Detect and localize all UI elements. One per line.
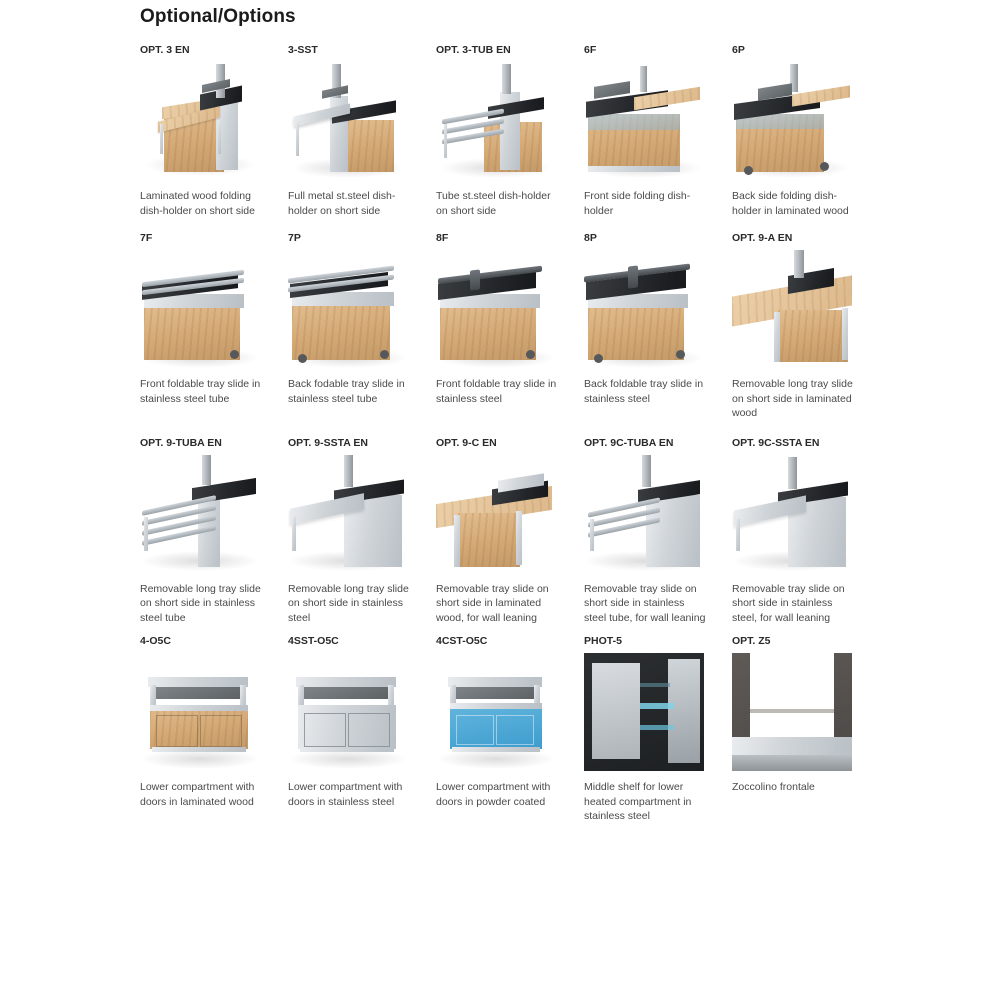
option-image-removable-tube-slide — [140, 455, 260, 573]
option-code: 3-SST — [288, 44, 318, 56]
option-image-front-tray-slide-tube — [140, 250, 260, 368]
option-image-removable-wood-slide — [732, 250, 852, 368]
option-image-removable-wood-slide-wall — [436, 455, 556, 573]
option-image-lower-compartment-wood — [140, 653, 260, 771]
option-caption: Back side folding dish-holder in laminated wood — [732, 190, 849, 217]
option-caption: Removable tray slide on short side in laminated wood, for wall leaning — [436, 582, 549, 624]
option-card-opt-3-en[interactable] — [140, 44, 288, 232]
option-caption: Back foldable tray slide in stainless steel — [584, 378, 704, 405]
option-caption: Laminated wood folding dish-holder on short side — [140, 190, 255, 217]
option-card-8p[interactable] — [584, 232, 732, 437]
option-image-plinth — [732, 653, 852, 771]
page-title: Optional/Options — [140, 6, 296, 27]
option-caption: Middle shelf for lower heated compartment in stainless steel — [584, 781, 692, 822]
option-image-removable-steel-slide — [288, 455, 408, 573]
option-code: OPT. 9-SSTA EN — [288, 436, 368, 449]
option-code: 4CST-O5C — [436, 635, 488, 647]
option-caption: Tube st.steel dish-holder on short side — [436, 190, 551, 217]
options-row — [140, 635, 880, 824]
option-card-opt-z5[interactable] — [732, 635, 880, 824]
option-caption: Front foldable tray slide in stainless steel — [436, 378, 557, 405]
option-card-7p[interactable] — [288, 232, 436, 437]
option-image-steel-folding-shelf — [288, 62, 408, 180]
option-code: OPT. 9-A EN — [732, 232, 793, 244]
option-code: 6F — [584, 44, 597, 56]
option-image-middle-shelf — [584, 653, 704, 771]
option-image-back-tray-slide-tube — [288, 250, 408, 368]
option-caption: Removable long tray slide on short side in stainless steel tube — [140, 582, 261, 624]
options-row — [140, 44, 880, 232]
option-caption: Front foldable tray slide in stainless steel tube — [140, 378, 261, 405]
option-code: OPT. 3-TUB EN — [436, 44, 511, 56]
option-card-6f[interactable] — [584, 44, 732, 232]
option-image-wood-folding-shelf — [140, 62, 260, 180]
option-code: OPT. Z5 — [732, 635, 771, 647]
option-caption: Full metal st.steel dish-holder on short side — [288, 190, 396, 217]
option-caption: Removable tray slide on short side in stainless steel tube, for wall leaning — [584, 582, 706, 624]
option-image-lower-compartment-steel — [288, 653, 408, 771]
option-card-opt-9c-tuba-en[interactable] — [584, 437, 732, 636]
option-code: 4SST-O5C — [288, 635, 339, 647]
option-card-3-sst[interactable] — [288, 44, 436, 232]
option-card-4-o5c[interactable] — [140, 635, 288, 824]
option-card-7f[interactable] — [140, 232, 288, 437]
option-card-opt-9-c-en[interactable] — [436, 437, 584, 636]
option-card-4cst-o5c[interactable] — [436, 635, 584, 824]
option-caption: Back fodable tray slide in stainless steel tube — [288, 378, 405, 405]
option-caption: Removable tray slide on short side in stainless steel, for wall leaning — [732, 582, 845, 624]
option-card-opt-9c-ssta-en[interactable] — [732, 437, 880, 636]
option-caption: Lower compartment with doors in stainless steel — [288, 781, 403, 808]
option-card-6p[interactable] — [732, 44, 880, 232]
option-image-front-folding-dish-holder — [584, 62, 704, 180]
option-card-4sst-o5c[interactable] — [288, 635, 436, 824]
option-code: 6P — [732, 44, 745, 56]
option-code: OPT. 9C-SSTA EN — [732, 436, 820, 449]
option-card-opt-9-tuba-en[interactable] — [140, 437, 288, 636]
option-image-tube-dish-holder — [436, 62, 556, 180]
option-caption: Front side folding dish-holder — [584, 190, 691, 217]
option-caption: Lower compartment with doors in laminated wood — [140, 781, 255, 808]
option-image-back-folding-dish-holder — [732, 62, 852, 180]
option-code: OPT. 9C-TUBA EN — [584, 436, 674, 449]
option-caption: Zoccolino frontale — [732, 781, 815, 793]
option-code: OPT. 9-TUBA EN — [140, 436, 222, 449]
option-code: 8F — [436, 232, 449, 244]
option-caption: Lower compartment with doors in powder coated — [436, 781, 551, 808]
option-code: PHOT-5 — [584, 635, 622, 647]
option-image-front-tray-slide-steel — [436, 250, 556, 368]
option-caption: Removable long tray slide on short side in laminated wood — [732, 378, 853, 419]
option-image-lower-compartment-powder — [436, 653, 556, 771]
option-code: 7F — [140, 232, 153, 244]
options-grid — [140, 44, 880, 824]
option-code: 8P — [584, 232, 597, 244]
option-image-removable-steel-slide-wall — [732, 455, 852, 573]
option-image-back-tray-slide-steel — [584, 250, 704, 368]
option-card-opt-3-tub-en[interactable] — [436, 44, 584, 232]
option-card-8f[interactable] — [436, 232, 584, 437]
option-code: OPT. 9-C EN — [436, 436, 497, 449]
option-code: OPT. 3 EN — [140, 44, 190, 56]
option-card-opt-9-a-en[interactable] — [732, 232, 880, 437]
option-image-removable-tube-slide-wall — [584, 455, 704, 573]
option-code: 7P — [288, 232, 301, 244]
option-code: 4-O5C — [140, 635, 171, 647]
options-row — [140, 437, 880, 636]
option-card-opt-9-ssta-en[interactable] — [288, 437, 436, 636]
options-row — [140, 232, 880, 437]
option-card-phot-5[interactable] — [584, 635, 732, 824]
option-caption: Removable long tray slide on short side in stainless steel — [288, 582, 409, 624]
